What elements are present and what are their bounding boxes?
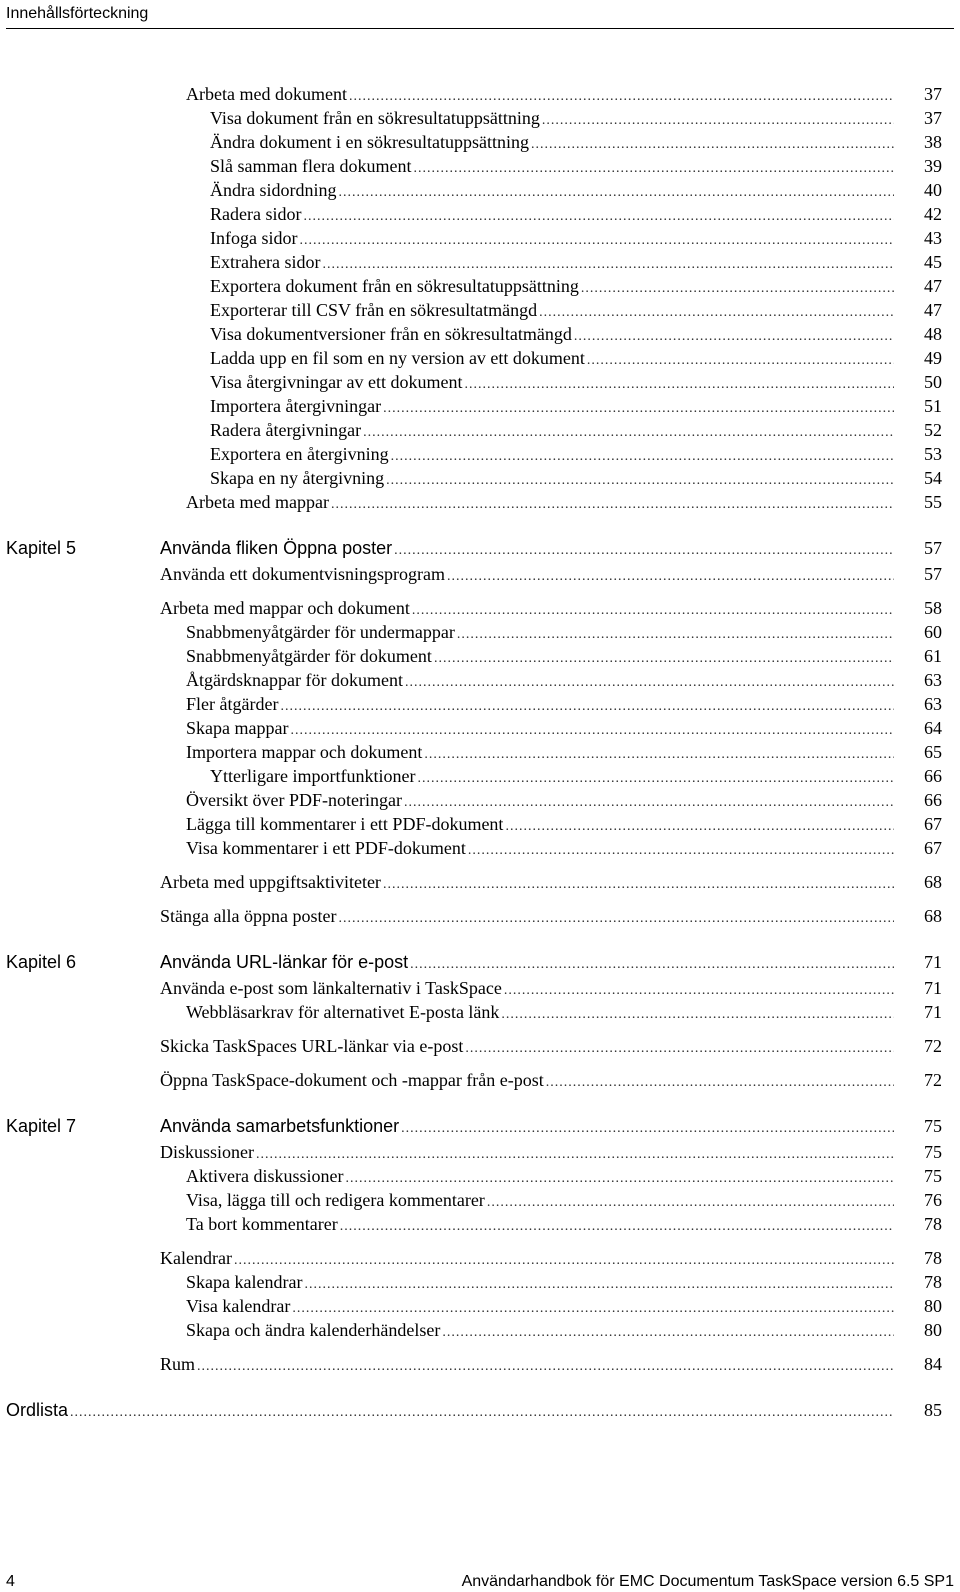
- toc-page-number: 38: [924, 132, 942, 152]
- toc-entry[interactable]: [210, 298, 896, 322]
- toc-entry-title: Skapa och ändra kalenderhändelser: [186, 1320, 441, 1340]
- toc-page-number: 68: [924, 872, 942, 892]
- toc-chapter-entry[interactable]: [160, 950, 896, 974]
- chapter-label: Kapitel 7: [6, 1116, 77, 1136]
- toc-page-number: 80: [924, 1296, 942, 1316]
- toc-entry-title: Slå samman flera dokument: [210, 156, 412, 176]
- toc-page-number: 61: [924, 646, 942, 666]
- toc-entry[interactable]: [186, 836, 896, 860]
- toc-page-number: 76: [924, 1190, 942, 1210]
- dot-leader: [442, 1321, 894, 1345]
- dot-leader: [465, 1037, 894, 1061]
- toc-page-number: 54: [924, 468, 942, 488]
- toc-page-number: 78: [924, 1248, 942, 1268]
- toc-page-number: 71: [924, 952, 942, 972]
- toc-entry-title: Arbeta med uppgiftsaktiviteter: [160, 872, 381, 892]
- dot-leader: [447, 565, 894, 589]
- chapter-label: Kapitel 6: [6, 952, 77, 972]
- toc-page-number: 37: [924, 108, 942, 128]
- toc-entry[interactable]: [160, 1352, 896, 1376]
- toc-entry-title: Importera mappar och dokument: [186, 742, 423, 762]
- toc-entry[interactable]: [210, 226, 896, 250]
- toc-entry[interactable]: [160, 562, 896, 586]
- toc-page-number: 40: [924, 180, 942, 200]
- toc-page-number: 53: [924, 444, 942, 464]
- toc-page-number: 39: [924, 156, 942, 176]
- toc-entry-title: Öppna TaskSpace-dokument och -mappar från e-post: [160, 1070, 544, 1090]
- toc-entry-title: Infoga sidor: [210, 228, 298, 248]
- toc-entry-title: Arbeta med dokument: [186, 84, 347, 104]
- toc-entry-title: Använda ett dokumentvisningsprogram: [160, 564, 445, 584]
- toc-entry-title: Stänga alla öppna poster: [160, 906, 337, 926]
- toc-entry[interactable]: [210, 274, 896, 298]
- toc-entry[interactable]: [160, 1068, 896, 1092]
- toc-entry-title: Ändra sidordning: [210, 180, 337, 200]
- toc-page-number: 57: [924, 538, 942, 558]
- toc-entry[interactable]: [210, 250, 896, 274]
- toc-entry-title: Webbläsarkrav för alternativet E-posta länk: [186, 1002, 500, 1022]
- toc-entry-title: Visa dokument från en sökresultatuppsättning: [210, 108, 540, 128]
- toc-entry-title: Använda URL-länkar för e-post: [160, 952, 409, 972]
- dot-leader: [197, 1355, 894, 1379]
- toc-entry-title: Visa, lägga till och redigera kommentarer: [186, 1190, 485, 1210]
- dot-leader: [394, 539, 894, 563]
- toc-entry[interactable]: [160, 1034, 896, 1058]
- toc-page-number: 49: [924, 348, 942, 368]
- toc-entry-title: Visa återgivningar av ett dokument: [210, 372, 463, 392]
- toc-page-number: 75: [924, 1142, 942, 1162]
- footer-doc-title: Användarhandbok för EMC Documentum TaskSpace version 6.5 SP1: [461, 1573, 954, 1590]
- toc-entry[interactable]: [186, 740, 896, 764]
- toc-entry-title: Ta bort kommentarer: [186, 1214, 338, 1234]
- toc-entry-title: Exporterar till CSV från en sökresultatmängd: [210, 300, 538, 320]
- toc-page-number: 45: [924, 252, 942, 272]
- header-title: Innehållsförteckning: [6, 5, 149, 22]
- toc-entry-title: Exportera dokument från en sökresultatuppsättning: [210, 276, 579, 296]
- toc-entry[interactable]: [186, 788, 896, 812]
- dot-leader: [468, 839, 894, 863]
- toc-page-number: 75: [924, 1116, 942, 1136]
- toc-entry-title: Lägga till kommentarer i ett PDF-dokument: [186, 814, 504, 834]
- toc-entry[interactable]: [210, 322, 896, 346]
- dot-leader: [501, 1003, 894, 1027]
- toc-entry[interactable]: [210, 466, 896, 490]
- toc-entry[interactable]: [210, 418, 896, 442]
- toc-entry[interactable]: [186, 668, 896, 692]
- running-footer: [6, 1572, 954, 1592]
- toc-entry-title: Snabbmenyåtgärder för undermappar: [186, 622, 455, 642]
- toc-entry[interactable]: [210, 178, 896, 202]
- toc-page-number: 85: [924, 1400, 942, 1420]
- toc-chapter-entry[interactable]: [160, 1114, 896, 1138]
- toc-entry-title: Diskussioner: [160, 1142, 254, 1162]
- toc-entry-title: Kalendrar: [160, 1248, 232, 1268]
- toc-entry-title: Använda e-post som länkalternativ i TaskSpace: [160, 978, 502, 998]
- toc-page-number: 78: [924, 1272, 942, 1292]
- toc-entry-title: Använda fliken Öppna poster: [160, 538, 393, 558]
- toc-page-number: 57: [924, 564, 942, 584]
- toc-entry[interactable]: [210, 202, 896, 226]
- toc-entry-title: Arbeta med mappar: [186, 492, 329, 512]
- toc-entry[interactable]: [186, 1000, 896, 1024]
- toc-entry-title: Skapa en ny återgivning: [210, 468, 385, 488]
- dot-leader: [340, 1215, 894, 1239]
- toc-entry[interactable]: [186, 1294, 896, 1318]
- toc-entry[interactable]: [210, 154, 896, 178]
- toc-entry-title: Ändra dokument i en sökresultatuppsättning: [210, 132, 529, 152]
- toc-entry-title: Skapa mappar: [186, 718, 289, 738]
- toc-entry[interactable]: [210, 394, 896, 418]
- toc-entry[interactable]: [186, 1270, 896, 1294]
- toc-entry-title: Använda samarbetsfunktioner: [160, 1116, 400, 1136]
- dot-leader: [383, 873, 894, 897]
- toc-page-number: 78: [924, 1214, 942, 1234]
- toc-entry[interactable]: [160, 1246, 896, 1270]
- toc-entry[interactable]: [186, 1164, 896, 1188]
- toc-entry-title: Exportera en återgivning: [210, 444, 389, 464]
- toc-entry-title: Rum: [160, 1354, 196, 1374]
- toc-entry-title: Aktivera diskussioner: [186, 1166, 344, 1186]
- toc-chapter-entry[interactable]: [160, 536, 896, 560]
- toc-page-number: 72: [924, 1036, 942, 1056]
- toc-entry[interactable]: [210, 370, 896, 394]
- toc-page-number: 71: [924, 1002, 942, 1022]
- toc-entry[interactable]: [160, 976, 896, 1000]
- toc-page-number: 42: [924, 204, 942, 224]
- dot-leader: [546, 1071, 894, 1095]
- toc-entry-title: Ytterligare importfunktioner: [210, 766, 416, 786]
- toc-entry[interactable]: [186, 812, 896, 836]
- toc-entry[interactable]: [186, 1212, 896, 1236]
- toc-entry-title: Åtgärdsknappar för dokument: [186, 670, 403, 690]
- toc-entry[interactable]: [6, 1398, 896, 1422]
- toc-page-number: 84: [924, 1354, 942, 1374]
- toc-page-number: 60: [924, 622, 942, 642]
- toc-entry[interactable]: [210, 346, 896, 370]
- toc-entry-title: Visa kommentarer i ett PDF-dokument: [186, 838, 466, 858]
- toc-page-number: 63: [924, 694, 942, 714]
- toc-page-number: 80: [924, 1320, 942, 1340]
- dot-leader: [70, 1401, 894, 1425]
- toc-page-number: 37: [924, 84, 942, 104]
- toc-page-number: 66: [924, 766, 942, 786]
- dot-leader: [410, 953, 894, 977]
- toc-page-number: 50: [924, 372, 942, 392]
- toc-page-number: 51: [924, 396, 942, 416]
- toc-page-number: 71: [924, 978, 942, 998]
- toc-entry[interactable]: [210, 442, 896, 466]
- toc-page-number: 55: [924, 492, 942, 512]
- toc-entry-title: Extrahera sidor: [210, 252, 321, 272]
- toc-page-number: 64: [924, 718, 942, 738]
- toc-entry-title: Ladda upp en fil som en ny version av ett dokument: [210, 348, 585, 368]
- toc-entry[interactable]: [210, 106, 896, 130]
- toc-page-number: 66: [924, 790, 942, 810]
- toc-entry[interactable]: [210, 764, 896, 788]
- toc-entry-title: Visa dokumentversioner från en sökresultatmängd: [210, 324, 572, 344]
- footer-page-number: 4: [6, 1573, 15, 1590]
- toc-entry[interactable]: [186, 490, 896, 514]
- toc-entry[interactable]: [186, 1188, 896, 1212]
- toc-entry-title: Översikt över PDF-noteringar: [186, 790, 402, 810]
- toc-page-number: 48: [924, 324, 942, 344]
- toc-entry[interactable]: [160, 870, 896, 894]
- toc-page-number: 65: [924, 742, 942, 762]
- toc-entry[interactable]: [160, 1140, 896, 1164]
- toc-page-number: 58: [924, 598, 942, 618]
- toc-page-number: 52: [924, 420, 942, 440]
- toc-entry-title: Importera återgivningar: [210, 396, 382, 416]
- toc-entry[interactable]: [186, 644, 896, 668]
- toc-page-number: 67: [924, 838, 942, 858]
- toc-entry-title: Snabbmenyåtgärder för dokument: [186, 646, 432, 666]
- toc-entry-title: Ordlista: [6, 1400, 69, 1420]
- toc-entry[interactable]: [186, 692, 896, 716]
- toc-entry[interactable]: [186, 82, 896, 106]
- toc-entry-title: Fler åtgärder: [186, 694, 279, 714]
- toc-entry-title: Arbeta med mappar och dokument: [160, 598, 410, 618]
- toc-page-number: 63: [924, 670, 942, 690]
- toc-page-number: 43: [924, 228, 942, 248]
- chapter-label: Kapitel 5: [6, 538, 77, 558]
- toc-page-number: 75: [924, 1166, 942, 1186]
- toc-page-number: 47: [924, 276, 942, 296]
- toc-entry-title: Visa kalendrar: [186, 1296, 291, 1316]
- toc-entry[interactable]: [160, 596, 896, 620]
- toc-page-number: 68: [924, 906, 942, 926]
- toc-page-number: 47: [924, 300, 942, 320]
- dot-leader: [331, 493, 894, 517]
- toc-page-number: 67: [924, 814, 942, 834]
- toc-entry[interactable]: [186, 1318, 896, 1342]
- toc-entry[interactable]: [186, 620, 896, 644]
- toc-entry[interactable]: [160, 904, 896, 928]
- dot-leader: [401, 1117, 894, 1141]
- dot-leader: [338, 907, 894, 931]
- toc-entry-title: Radera återgivningar: [210, 420, 362, 440]
- toc-entry[interactable]: [186, 716, 896, 740]
- toc-entry-title: Skicka TaskSpaces URL-länkar via e-post: [160, 1036, 464, 1056]
- toc-entry-title: Radera sidor: [210, 204, 302, 224]
- toc-page-number: 72: [924, 1070, 942, 1090]
- toc-entry[interactable]: [210, 130, 896, 154]
- toc-entry-title: Skapa kalendrar: [186, 1272, 303, 1292]
